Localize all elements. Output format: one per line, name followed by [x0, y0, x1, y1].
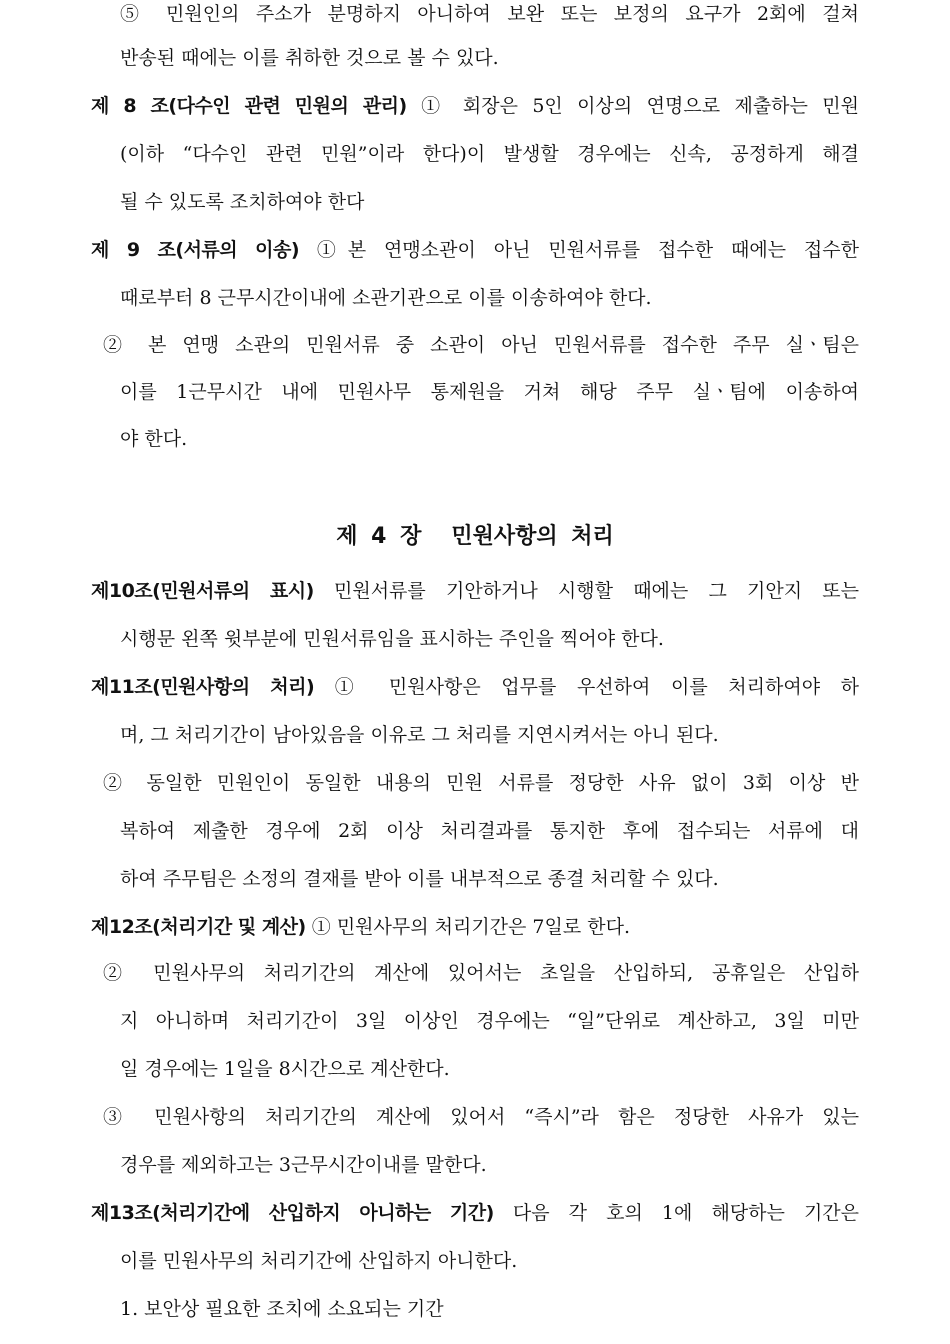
art8-line2: (이하 “다수인 관련 민원”이라 한다)이 발생할 경우에는 신속, 공정하게 해결 — [120, 143, 859, 165]
art9-line2: 때로부터 8 근무시간이내에 소관기관으로 이를 이송하여야 한다. — [120, 287, 652, 309]
art10-heading: 제10조(민원서류의 표시) — [91, 580, 314, 602]
art8-heading: 제 8 조(다수인 관련 민원의 관리) — [91, 95, 407, 117]
art13-line1 — [91, 1199, 859, 1227]
art13-text: 다음 각 호의 1에 해당하는 기간은 — [493, 1202, 860, 1224]
chapter-title: 민원사항의 처리 — [451, 524, 614, 549]
art11-heading: 제11조(민원사항의 처리) — [91, 676, 315, 698]
art11-para2-line1: ② 동일한 민원인이 동일한 내용의 민원 서류를 정당한 사유 없이 3회 이상 반 — [103, 772, 859, 794]
art9-text: ①본 연맹소관이 아닌 민원서류를 접수한 때에는 접수한 — [299, 239, 859, 261]
art12-para2-line1: ② 민원사무의 처리기간의 계산에 있어서는 초일을 산입하되, 공휴일은 산입하 — [103, 962, 859, 984]
art10-line2: 시행문 왼쪽 윗부분에 민원서류임을 표시하는 주인을 찍어야 한다. — [120, 628, 664, 650]
art12-para3-line1: ③ 민원사항의 처리기간의 계산에 있어서 “즉시”라 함은 정당한 사유가 있는 — [103, 1106, 859, 1128]
art8-line3: 될 수 있도록 조치하여야 한다 — [120, 191, 365, 213]
art9-heading: 제 9 조(서류의 이송) — [91, 239, 300, 261]
art7-para5-line2: 반송된 때에는 이를 취하한 것으로 볼 수 있다. — [120, 47, 499, 69]
art11-line2: 며, 그 처리기간이 남아있음을 이유로 그 처리를 지연시켜서는 아니 된다. — [120, 724, 719, 746]
art13-line2: 이를 민원사무의 처리기간에 산입하지 아니한다. — [120, 1250, 518, 1272]
art12-para2-line2: 지 아니하며 처리기간이 3일 이상인 경우에는 “일”단위로 계산하고, 3일 미만 — [120, 1010, 859, 1032]
art13-item1: 1. 보안상 필요한 조치에 소요되는 기간 — [120, 1298, 444, 1320]
art12-heading: 제12조(처리기간 및 계산) — [91, 916, 306, 938]
art8-text: ① 회장은 5인 이상의 연명으로 제출하는 민원 — [406, 95, 859, 117]
art9-line1 — [91, 236, 859, 264]
chapter-number: 제 4 장 — [336, 524, 422, 549]
art12-para3-line2: 경우를 제외하고는 3근무시간이내를 말한다. — [120, 1154, 487, 1176]
art12-text: ① 민원사무의 처리기간은 7일로 한다. — [305, 916, 631, 938]
art12-line1 — [91, 913, 859, 941]
art9-para2-line2: 이를 1근무시간 내에 민원사무 통제원을 거쳐 해당 주무 실ㆍ팀에 이송하여 — [120, 381, 859, 403]
art7-para5-line1: ⑤ 민원인의 주소가 분명하지 아니하여 보완 또는 보정의 요구가 2회에 걸쳐 — [120, 3, 859, 25]
art10-line1 — [91, 577, 859, 605]
art12-para2-line3: 일 경우에는 1일을 8시간으로 계산한다. — [120, 1058, 450, 1080]
chapter-heading — [0, 522, 950, 552]
art11-text: ① 민원사항은 업무를 우선하여 이를 처리하여야 하 — [314, 676, 860, 698]
art8-line1 — [91, 92, 859, 120]
art11-line1 — [91, 673, 859, 701]
art9-para2-line1: ② 본 연맹 소관의 민원서류 중 소관이 아닌 민원서류를 접수한 주무 실ㆍ팀은 — [103, 334, 859, 356]
art9-para2-line3: 야 한다. — [120, 428, 188, 450]
art13-heading: 제13조(처리기간에 산입하지 아니하는 기간) — [91, 1202, 494, 1224]
art11-para2-line2: 복하여 제출한 경우에 2회 이상 처리결과를 통지한 후에 접수되는 서류에 대 — [120, 820, 859, 842]
art11-para2-line3: 하여 주무팀은 소정의 결재를 받아 이를 내부적으로 종결 처리할 수 있다. — [120, 868, 719, 890]
art10-text: 민원서류를 기안하거나 시행할 때에는 그 기안지 또는 — [313, 580, 859, 602]
